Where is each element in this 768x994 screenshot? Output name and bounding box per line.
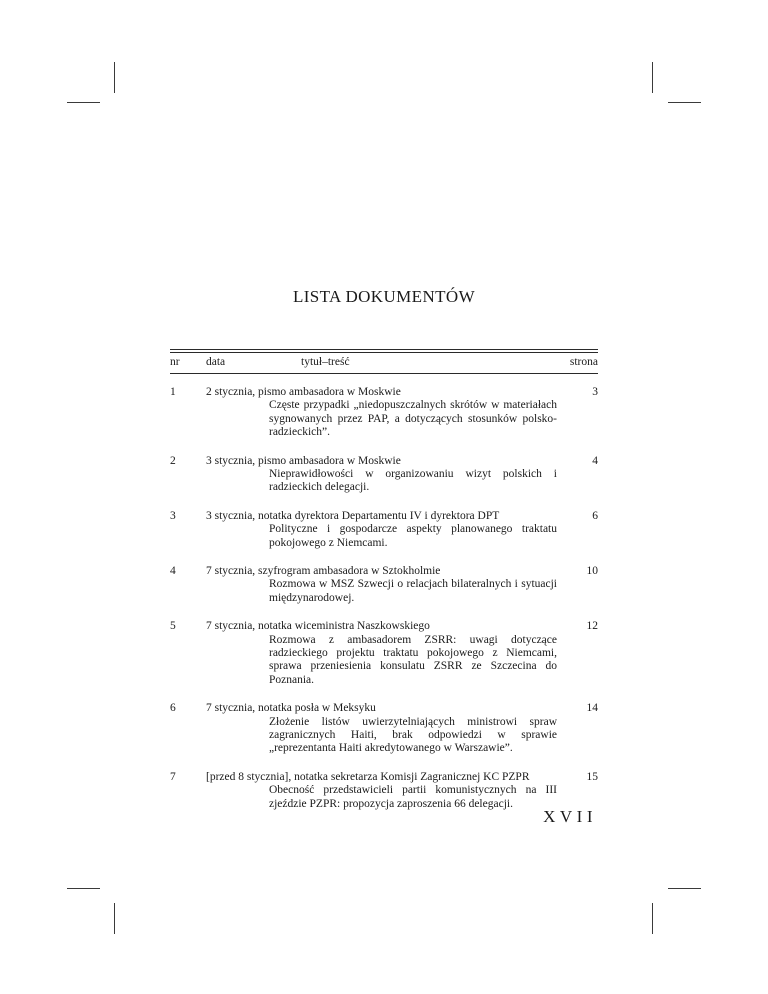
item-number: 5 — [170, 620, 176, 633]
crop-mark — [114, 62, 115, 93]
item-number: 3 — [170, 509, 176, 522]
item-page: 4 — [592, 454, 598, 467]
item-page: 15 — [586, 770, 598, 783]
item-date-type: 7 stycznia, szyfrogram ambasadora w Sztokholmie — [206, 565, 441, 578]
item-date-type: [przed 8 stycznia], notatka sekretarza Komisji Zagranicznej KC PZPR — [206, 770, 530, 783]
list-item — [170, 620, 598, 687]
crop-mark — [67, 888, 100, 889]
item-date-type: 7 stycznia, notatka posła w Meksyku — [206, 702, 376, 715]
item-date-type: 7 stycznia, notatka wiceministra Naszkowskiego — [206, 620, 430, 633]
item-date-type: 3 stycznia, notatka dyrektora Departamentu IV i dyrektora DPT — [206, 509, 500, 522]
table-top-rule — [170, 352, 598, 353]
column-header-page: strona — [569, 356, 598, 368]
crop-mark — [652, 62, 653, 93]
table-top-rule — [170, 349, 598, 350]
item-summary: Nieprawidłowości w organizowaniu wizyt polskich i radzieckich delegacji. — [269, 468, 557, 494]
column-header-title: tytuł–treść — [301, 356, 350, 368]
list-item — [170, 455, 598, 495]
crop-mark — [668, 102, 701, 103]
item-number: 1 — [170, 386, 176, 398]
column-header-nr: nr — [170, 356, 180, 368]
item-summary: Rozmowa w MSZ Szwecji o relacjach bilateralnych i sytuacji międzynarodowej. — [269, 578, 557, 604]
item-summary: Złożenie listów uwierzytelniających ministrowi spraw zagranicznych Haiti, brak odpowiedzi w sprawie „reprezentanta Haiti akredytowanego w Warszawie”. — [269, 715, 557, 755]
document-list — [170, 386, 598, 811]
list-item — [170, 702, 598, 756]
page-title: LISTA DOKUMENTÓW — [292, 287, 476, 306]
crop-mark — [67, 102, 100, 103]
item-page: 14 — [586, 702, 598, 715]
table-header-rule — [170, 373, 598, 374]
list-item — [170, 771, 598, 811]
item-page: 6 — [592, 509, 598, 522]
list-item — [170, 565, 598, 605]
list-item — [170, 510, 598, 550]
crop-mark — [668, 888, 701, 889]
item-date-type: 2 stycznia, pismo ambasadora w Moskwie — [206, 386, 401, 398]
item-number: 4 — [170, 565, 176, 578]
item-summary: Rozmowa z ambasadorem ZSRR: uwagi dotyczące radzieckiego projektu traktatu pokojowego z Niemcami, sprawa przeniesienia konsulatu ZSRR ze Szczecina do Poznania. — [269, 633, 557, 686]
item-number: 7 — [170, 770, 176, 783]
crop-mark — [114, 903, 115, 934]
item-summary: Częste przypadki „niedopuszczalnych skrótów w materiałach sygnowanych przez PAP, a dotyczących stosunków polsko-radzieckich”. — [269, 399, 557, 439]
item-number: 2 — [170, 454, 176, 467]
item-number: 6 — [170, 702, 176, 715]
item-page: 12 — [586, 620, 598, 633]
item-page: 3 — [592, 386, 598, 398]
item-summary: Obecność przedstawicieli partii komunistycznych na III zjeździe PZPR: propozycja zaproszenia 66 delegacji. — [269, 784, 557, 810]
column-header-data: data — [206, 356, 226, 368]
item-page: 10 — [586, 565, 598, 578]
page-folio: XVII — [543, 807, 597, 826]
crop-mark — [652, 903, 653, 934]
item-date-type: 3 stycznia, pismo ambasadora w Moskwie — [206, 454, 401, 467]
list-item — [170, 386, 598, 440]
item-summary: Polityczne i gospodarcze aspekty planowanego traktatu pokojowego z Niemcami. — [269, 523, 557, 549]
